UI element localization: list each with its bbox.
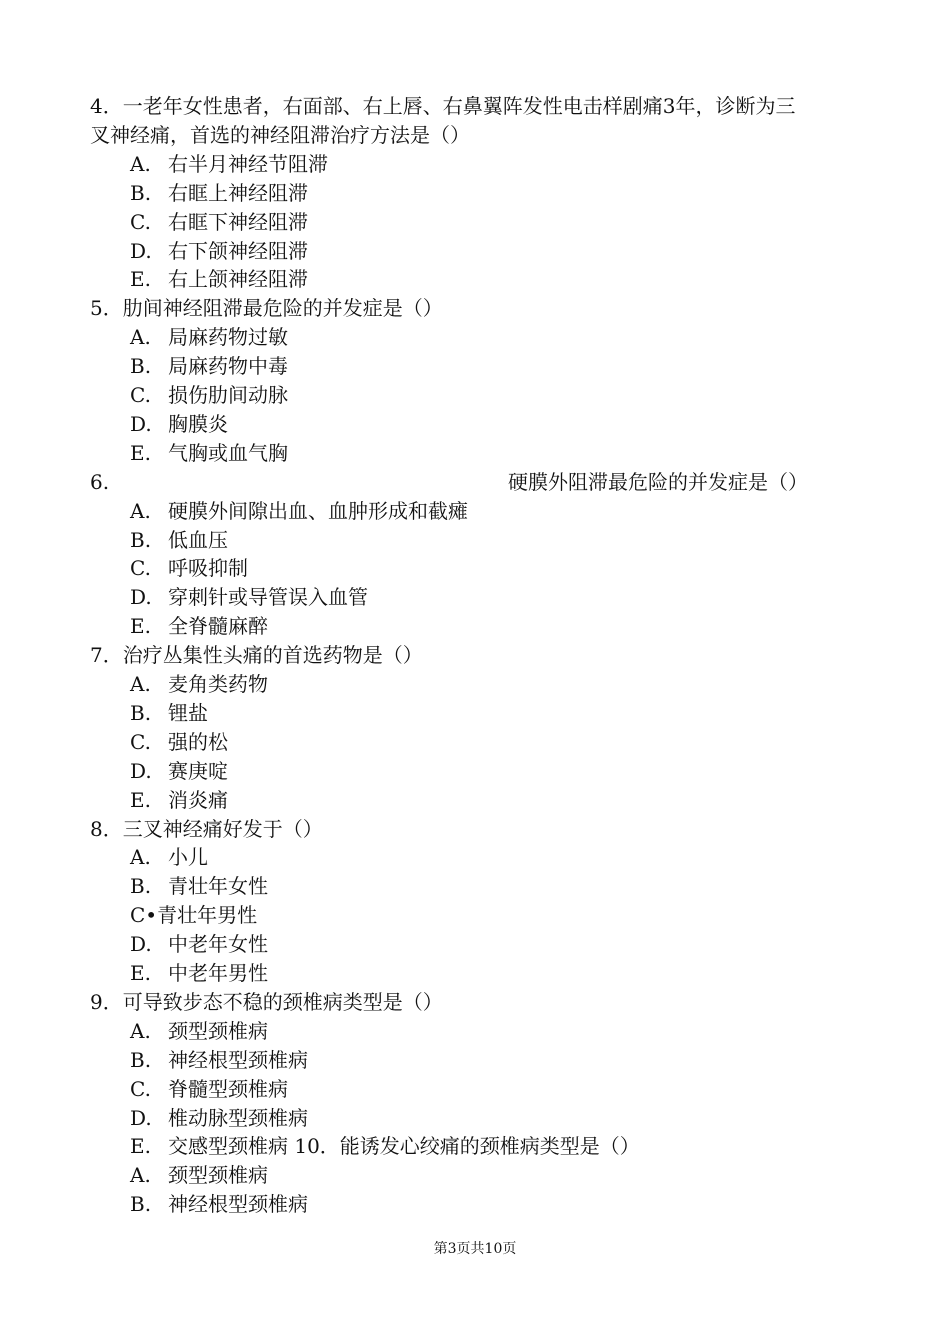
option-text: 强的松 bbox=[168, 729, 228, 754]
option-text: 麦角类药物 bbox=[168, 672, 268, 696]
option-text: 右上颌神经阻滞 bbox=[168, 267, 308, 292]
option-label: B. bbox=[130, 874, 152, 899]
option-label: A. bbox=[130, 672, 151, 696]
answer-option bbox=[130, 699, 208, 728]
option-label: D. bbox=[130, 411, 152, 436]
answer-option bbox=[130, 757, 228, 786]
answer-option bbox=[130, 612, 268, 641]
option-text: 椎动脉型颈椎病 bbox=[168, 1105, 308, 1130]
option-label: E. bbox=[130, 1134, 151, 1159]
option-text: 锂盐 bbox=[168, 700, 208, 725]
option-text: 局麻药物过敏 bbox=[168, 325, 288, 350]
option-label: B. bbox=[130, 180, 152, 205]
option-label: D. bbox=[130, 932, 152, 957]
option-text: 赛庚啶 bbox=[168, 758, 228, 783]
option-label: C. bbox=[130, 209, 151, 234]
option-label: C. bbox=[130, 556, 151, 581]
answer-option bbox=[130, 583, 368, 612]
option-text: 脊髓型颈椎病 bbox=[168, 1076, 288, 1101]
answer-option bbox=[130, 843, 208, 872]
option-text: 中老年女性 bbox=[168, 932, 268, 957]
option-text: 气胸或血气胸 bbox=[168, 440, 288, 465]
option-label: E. bbox=[130, 440, 151, 465]
option-label: D. bbox=[130, 238, 152, 263]
option-label: A. bbox=[130, 1018, 151, 1043]
answer-option bbox=[130, 554, 248, 583]
answer-option bbox=[130, 1075, 288, 1104]
option-label: B. bbox=[130, 354, 152, 379]
option-label: A. bbox=[130, 498, 151, 523]
answer-option bbox=[130, 1132, 640, 1161]
answer-option bbox=[130, 265, 308, 294]
answer-option bbox=[130, 872, 268, 901]
answer-option bbox=[130, 959, 268, 988]
option-label: A. bbox=[130, 1163, 151, 1188]
option-text: 右下颌神经阻滞 bbox=[168, 238, 308, 263]
question-text: 7．治疗丛集性头痛的首选药物是（） bbox=[90, 643, 423, 668]
answer-option bbox=[130, 208, 308, 237]
option-text: 消炎痛 bbox=[168, 787, 228, 812]
page-footer: 第3页共10页 bbox=[433, 1241, 517, 1257]
option-label: C. bbox=[130, 729, 151, 754]
answer-option bbox=[130, 323, 288, 352]
answer-option bbox=[130, 381, 288, 410]
option-text: 神经根型颈椎病 bbox=[168, 1192, 308, 1217]
option-label: E. bbox=[130, 787, 151, 812]
option-text: 颈型颈椎病 bbox=[168, 1163, 268, 1188]
answer-option bbox=[130, 410, 228, 439]
question-text: 8．三叉神经痛好发于（） bbox=[90, 816, 323, 841]
option-text: 颈型颈椎病 bbox=[168, 1018, 268, 1043]
question-text: 4．一老年女性患者，右面部、右上唇、右鼻翼阵发性电击样剧痛3年，诊断为三 bbox=[90, 94, 796, 118]
option-label: E. bbox=[130, 267, 151, 292]
option-label: A. bbox=[130, 151, 151, 176]
question-number: 6. bbox=[90, 469, 110, 494]
option-label: E. bbox=[130, 961, 151, 985]
option-text: 右半月神经节阻滞 bbox=[168, 151, 328, 176]
option-text: 右眶下神经阻滞 bbox=[168, 209, 308, 234]
option-label: B. bbox=[130, 1047, 152, 1072]
answer-option bbox=[130, 930, 268, 959]
answer-option bbox=[130, 670, 268, 699]
question-text: 叉神经痛，首选的神经阻滞治疗方法是（） bbox=[90, 122, 470, 147]
option-text: 交感型颈椎病 10．能诱发心绞痛的颈椎病类型是（） bbox=[168, 1134, 640, 1159]
answer-option bbox=[130, 728, 228, 757]
answer-option bbox=[130, 439, 288, 468]
option-label: B. bbox=[130, 527, 152, 552]
option-label: C. bbox=[130, 1076, 151, 1101]
answer-option bbox=[130, 1046, 308, 1075]
question-text: 5．肋间神经阻滞最危险的并发症是（） bbox=[90, 296, 443, 321]
option-text: 穿刺针或导管误入血管 bbox=[168, 585, 368, 610]
answer-option bbox=[130, 526, 228, 555]
question-text: 9．可导致步态不稳的颈椎病类型是（） bbox=[90, 989, 443, 1014]
question-text bbox=[90, 468, 808, 497]
answer-option bbox=[130, 237, 308, 266]
option-text: 中老年男性 bbox=[168, 961, 268, 985]
option-label: D. bbox=[130, 758, 152, 783]
option-text: 青壮年女性 bbox=[168, 874, 268, 899]
option-label: B. bbox=[130, 700, 152, 725]
option-text: 小儿 bbox=[168, 845, 208, 870]
option-text: 损伤肋间动脉 bbox=[168, 383, 288, 407]
answer-option bbox=[130, 786, 228, 815]
answer-option bbox=[130, 497, 468, 526]
answer-option bbox=[130, 150, 328, 179]
option-label: E. bbox=[130, 614, 151, 639]
option-text: 胸膜炎 bbox=[168, 411, 228, 436]
option-text: 低血压 bbox=[168, 527, 228, 552]
option-label: C. bbox=[130, 383, 151, 407]
answer-option bbox=[130, 352, 288, 381]
option-label: D. bbox=[130, 1105, 152, 1130]
question-stem: 硬膜外阻滞最危险的并发症是（） bbox=[508, 469, 808, 494]
option-text: 右眶上神经阻滞 bbox=[168, 180, 308, 205]
option-text: 局麻药物中毒 bbox=[168, 354, 288, 379]
answer-option bbox=[130, 179, 308, 208]
option-label: B. bbox=[130, 1192, 152, 1217]
answer-option: C•青壮年男性 bbox=[130, 903, 258, 928]
answer-option bbox=[130, 1161, 268, 1190]
option-text: 神经根型颈椎病 bbox=[168, 1047, 308, 1072]
option-label: D. bbox=[130, 585, 152, 610]
answer-option bbox=[130, 1190, 308, 1219]
option-text: 硬膜外间隙出血、血肿形成和截瘫 bbox=[168, 498, 468, 523]
option-text: 全脊髓麻醉 bbox=[168, 614, 268, 639]
answer-option bbox=[130, 1104, 308, 1133]
option-label: A. bbox=[130, 845, 151, 870]
answer-option bbox=[130, 1017, 268, 1046]
option-label: A. bbox=[130, 325, 151, 350]
option-text: 呼吸抑制 bbox=[168, 556, 248, 581]
